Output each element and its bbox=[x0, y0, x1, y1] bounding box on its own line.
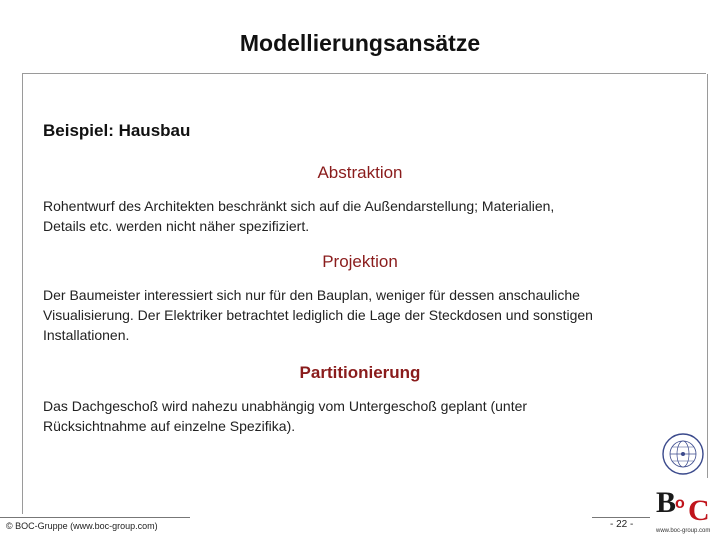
text-line: Installationen. bbox=[43, 327, 130, 343]
slide-title: Modellierungsansätze bbox=[239, 30, 481, 56]
boc-logo bbox=[652, 478, 714, 534]
text-line: Rohentwurf des Architekten beschränkt sich auf die Außendarstellung; Materialien, bbox=[43, 198, 555, 214]
svg-text:B: B bbox=[656, 486, 677, 519]
logos-svg bbox=[650, 428, 716, 538]
svg-text:C: C bbox=[688, 494, 710, 527]
section-text-projektion bbox=[43, 285, 693, 345]
text-line: Das Dachgeschoß wird nahezu unabhängig vom Untergeschoß geplant (unter bbox=[43, 398, 528, 414]
logo-area bbox=[650, 428, 716, 538]
boc-url-text: www.boc-group.com bbox=[656, 528, 711, 534]
text-line: Visualisierung. Der Elektriker betrachtet lediglich die Lage der Steckdosen und sonstigen bbox=[43, 307, 593, 323]
section-text-abstraktion bbox=[43, 196, 693, 236]
svg-text:o: o bbox=[675, 495, 685, 512]
section-text-partitionierung bbox=[43, 396, 693, 436]
footer-copyright: © BOC-Gruppe (www.boc-group.com) bbox=[6, 521, 158, 531]
university-seal-logo bbox=[663, 434, 703, 474]
footer-divider-left bbox=[0, 517, 190, 518]
text-line: Details etc. werden nicht näher spezifiziert. bbox=[43, 218, 310, 234]
section-heading-abstraktion: Abstraktion bbox=[317, 163, 403, 182]
section-heading-projektion: Projektion bbox=[322, 252, 398, 271]
text-line: Rücksichtnahme auf einzelne Spezifika). bbox=[43, 418, 296, 434]
footer-divider-right bbox=[592, 517, 650, 518]
text-line: Der Baumeister interessiert sich nur für den Bauplan, weniger für dessen anschauliche bbox=[43, 287, 580, 303]
page-number: - 22 - bbox=[610, 519, 634, 530]
example-subtitle: Beispiel: Hausbau bbox=[43, 121, 191, 140]
section-heading-partitionierung: Partitionierung bbox=[299, 363, 421, 382]
